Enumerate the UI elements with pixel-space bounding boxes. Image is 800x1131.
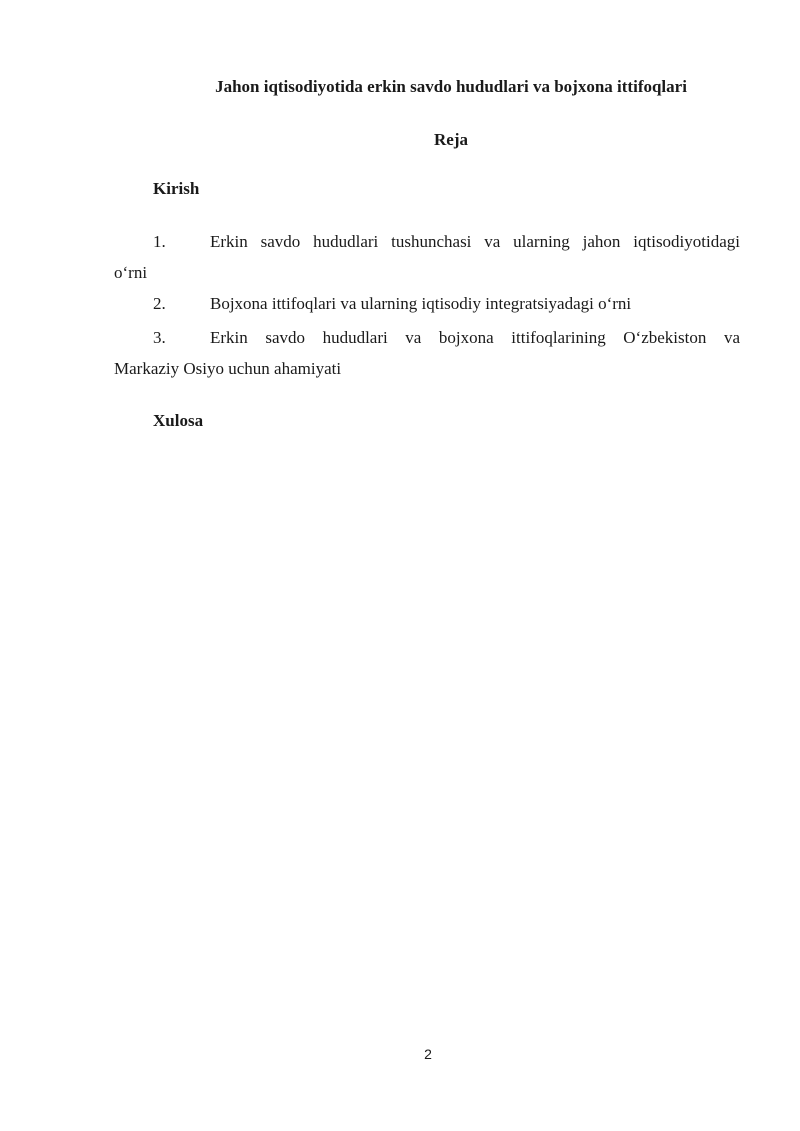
list-item-text: Erkin savdo hududlari va bojxona ittifoqlarining O‘zbekiston va — [210, 328, 740, 347]
list-item-text: Erkin savdo hududlari tushunchasi va ularning jahon iqtisodiyotidagi — [210, 232, 740, 251]
document-title: Jahon iqtisodiyotida erkin savdo hududlari va bojxona ittifoqlari — [215, 77, 687, 96]
list-item-text-continuation: o‘rni — [114, 263, 148, 282]
list-item — [114, 288, 740, 319]
intro-heading: Kirish — [153, 179, 200, 198]
list-item-number: 1. — [153, 232, 166, 251]
list-item-number: 2. — [153, 294, 166, 313]
list-item — [114, 226, 740, 288]
list-item-number: 3. — [153, 328, 166, 347]
list-item-text-continuation: Markaziy Osiyo uchun ahamiyati — [114, 359, 342, 378]
page-number: 2 — [424, 1046, 432, 1062]
conclusion-heading: Xulosa — [153, 411, 204, 430]
plan-heading: Reja — [434, 130, 468, 149]
list-item — [114, 322, 740, 384]
list-item-text: Bojxona ittifoqlari va ularning iqtisodiy integratsiyadagi o‘rni — [210, 294, 632, 313]
